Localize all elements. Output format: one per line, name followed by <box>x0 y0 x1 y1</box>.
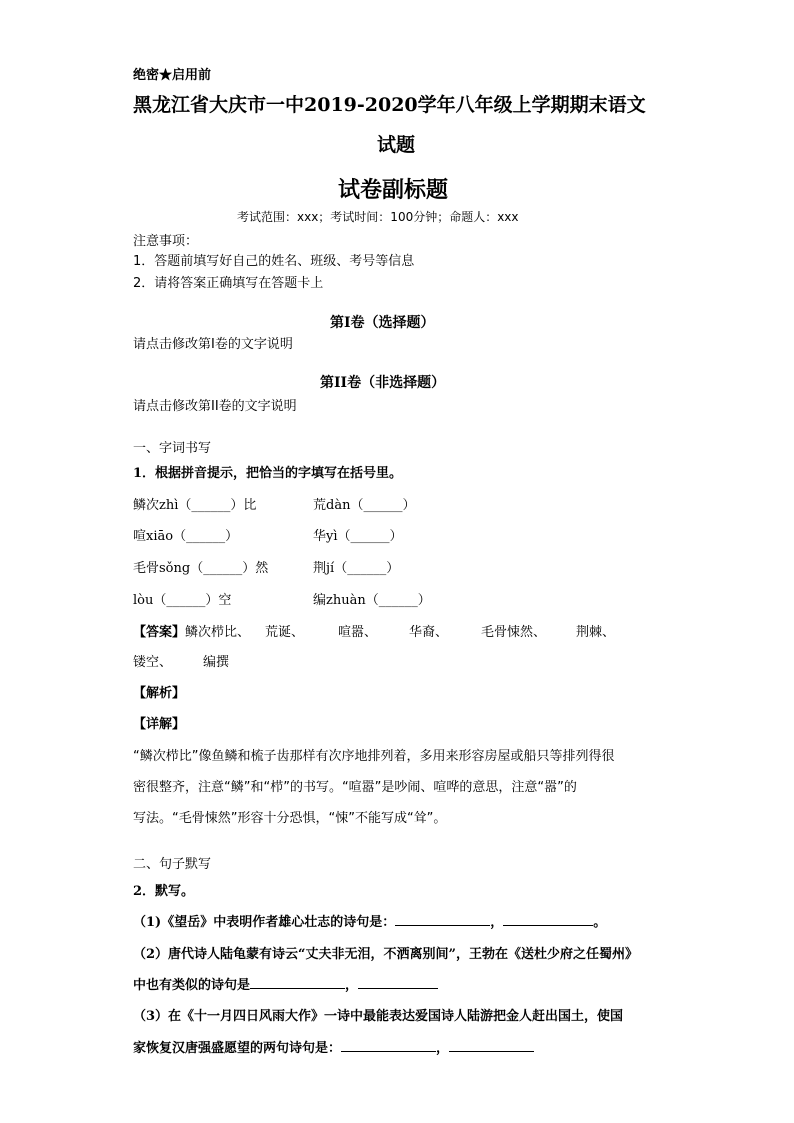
answer-label: 【答案】 <box>133 625 186 640</box>
volume2-note[interactable]: 请点击修改第II卷的文字说明 <box>133 399 297 414</box>
q1-item: 鳞次zhì（______）比 <box>133 498 257 513</box>
exam-title-line2: 试题 <box>377 134 416 156</box>
q2-part3-line1: （3）在《十一月四日风雨大作》一诗中最能表达爱国诗人陆游把金人赶出国土，使国 <box>133 1009 624 1024</box>
comma: ， <box>345 978 359 993</box>
notice-item-1: 1．答题前填写好自己的姓名、班级、考号等信息 <box>133 254 415 269</box>
answer-blank[interactable] <box>341 1039 436 1052</box>
notice-heading: 注意事项： <box>133 234 199 249</box>
answer-item: 编撰 <box>203 655 230 670</box>
answer-item: 荆棘、 <box>576 625 616 640</box>
q2-part2-line1: （2）唐代诗人陆龟蒙有诗云“丈夫非无泪，不洒离别间”，王勃在《送杜少府之任蜀州》 <box>133 947 639 962</box>
answer-item: 镂空、 <box>133 655 173 670</box>
answer-blank[interactable] <box>250 976 345 989</box>
detail-line-2: 密很整齐，注意“鳞”和“栉”的书写。“喧嚣”是吵闹、喧哗的意思，注意“嚣”的 <box>133 780 577 795</box>
q1-item: 毛骨sǒng（______）然 <box>133 561 269 576</box>
q2-stem: 2．默写。 <box>133 884 195 899</box>
detail-label: 【详解】 <box>133 717 186 732</box>
section1-heading: 一、字词书写 <box>133 441 212 456</box>
answer-blank[interactable] <box>503 913 593 926</box>
q2-part3-line2 <box>133 1037 534 1056</box>
q1-item: 喧xiāo（______） <box>133 529 239 544</box>
q1-item: 荆jí（______） <box>313 561 400 576</box>
notice-item-2: 2．请将答案正确填写在答题卡上 <box>133 276 324 291</box>
answer-item: 荒诞、 <box>265 625 305 640</box>
answer-blank[interactable] <box>449 1039 534 1052</box>
q1-item: 荒dàn（______） <box>313 498 416 513</box>
section2-heading: 二、句子默写 <box>133 857 212 872</box>
exam-title-line1: 黑龙江省大庆市一中2019-2020学年八年级上学期期末语文 <box>133 94 646 116</box>
answer-row <box>133 651 229 670</box>
exam-subtitle: 试卷副标题 <box>338 177 449 203</box>
detail-line-3: 写法。“毛骨悚然”形容十分恐惧，“悚”不能写成“耸”。 <box>133 811 447 826</box>
answer-item: 华裔、 <box>409 625 449 640</box>
confidential-label: 绝密★启用前 <box>133 68 212 83</box>
analysis-label: 【解析】 <box>133 686 186 701</box>
answer-row <box>133 621 615 640</box>
q1-item: 编zhuàn（______） <box>313 593 431 608</box>
detail-line-1: “鳞次栉比”像鱼鳞和梳子齿那样有次序地排列着，多用来形容房屋或船只等排列得很 <box>133 749 615 764</box>
q2-part2-line2 <box>133 974 438 993</box>
answer-item: 毛骨悚然、 <box>481 625 547 640</box>
answer-item: 喧嚣、 <box>338 625 378 640</box>
q1-stem: 1．根据拼音提示，把恰当的字填写在括号里。 <box>133 466 403 481</box>
q1-item: 华yì（______） <box>313 529 403 544</box>
comma: ， <box>490 915 504 930</box>
answer-blank[interactable] <box>395 913 490 926</box>
volume1-note[interactable]: 请点击修改第I卷的文字说明 <box>133 337 293 352</box>
q2-part3-text: 家恢复汉唐强盛愿望的两句诗句是： <box>133 1041 342 1056</box>
exam-meta: 考试范围：xxx；考试时间：100分钟；命题人：xxx <box>237 210 519 224</box>
volume2-title: 第II卷（非选择题） <box>320 375 446 391</box>
volume1-title: 第I卷（选择题） <box>330 315 435 331</box>
answer-blank[interactable] <box>358 976 438 989</box>
answer-item: 鳞次栉比、 <box>185 625 251 640</box>
q1-item: lòu（______）空 <box>133 593 232 608</box>
q2-part1 <box>133 911 606 930</box>
q2-part1-text: （1)《望岳》中表明作者雄心壮志的诗句是： <box>133 915 396 930</box>
period: 。 <box>593 915 607 930</box>
q2-part2-text: 中也有类似的诗句是 <box>133 978 251 993</box>
comma: ， <box>436 1041 450 1056</box>
